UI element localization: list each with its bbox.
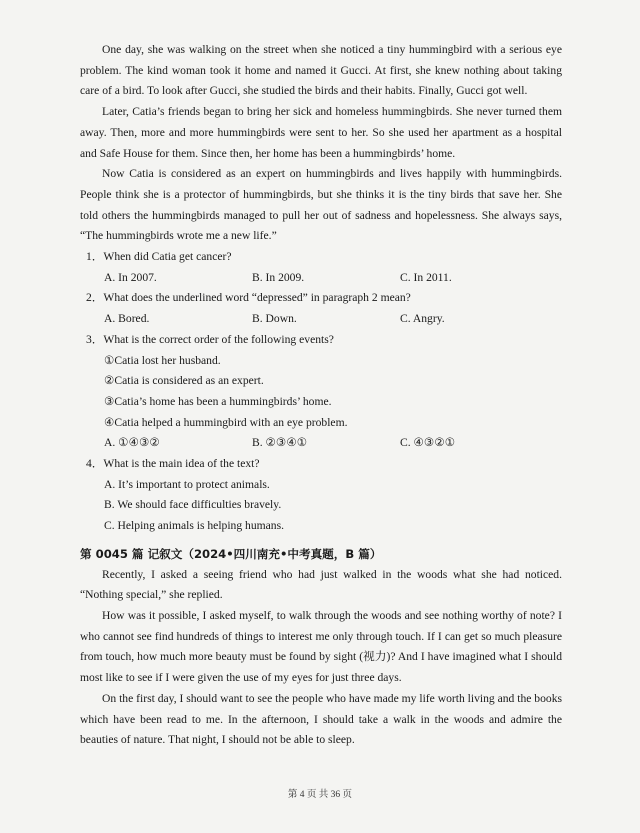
section-heading: 第 0045 篇 记叙文（2024•四川南充•中考真题，B 篇） [80, 546, 382, 561]
option-c: C. Helping animals is helping humans. [104, 519, 285, 533]
page-content [80, 40, 562, 751]
option-c: C. Angry. [400, 312, 445, 326]
option-b: B. In 2009. [252, 270, 305, 284]
section-paragraph: Recently, I asked a seeing friend who had just walked in the woods what she had noticed. “Nothing special,” she replied. [80, 567, 562, 602]
question-4: 4．What is the main idea of the text? [86, 457, 260, 471]
option-c: C. ④③②① [400, 436, 456, 450]
question-2-options [80, 309, 562, 330]
event-item: ④Catia helped a hummingbird with an eye problem. [104, 415, 348, 429]
section-paragraph: On the first day, I should want to see the people who have made my life worth living and the books which have been read to me. In the afternoon, I should take a walk in the woods and admire the beauties of nature. That night, I should not be able to sleep. [80, 691, 562, 747]
event-item: ①Catia lost her husband. [104, 353, 221, 367]
event-item: ③Catia’s home has been a hummingbirds’ home. [104, 394, 332, 408]
section-paragraph: How was it possible, I asked myself, to walk through the woods and see nothing worthy of note? I who cannot see find hundreds of things to interest me only through touch. If I can get so much pleasure from touch, how much more beauty must be found by sight (视力)? And I have imagined what I should most like to see if I were given the use of my eyes for just three days. [80, 608, 562, 685]
passage-paragraph: One day, she was walking on the street when she noticed a tiny hummingbird with a serious eye problem. The kind woman took it home and named it Gucci. At first, she knew nothing about taking care of a bird. To look after Gucci, she studied the birds and their habits. Finally, Gucci got well. [80, 43, 562, 98]
passage-paragraph: Now Catia is considered as an expert on hummingbirds and lives happily with hummingbirds. People think she is a protector of hummingbirds, but she thinks it is the tiny birds that save her. She told others the hummingbirds managed to pull her out of sadness and hopelessness. She always says, “The hummingbirds wrote me a new life.” [80, 167, 562, 243]
question-3: 3．What is the correct order of the following events? [86, 332, 334, 346]
option-c: C. In 2011. [400, 270, 452, 284]
passage-paragraph: Later, Catia’s friends began to bring her sick and homeless hummingbirds. She never turned them away. Then, more and more hummingbirds were sent to her. So she used her apartment as a hospital and Safe House for them. Since then, her home has been a hummingbirds’ home. [80, 105, 562, 160]
question-1-options [80, 268, 562, 289]
option-a: A. In 2007. [104, 270, 157, 284]
question-2: 2．What does the underlined word “depressed” in paragraph 2 mean? [86, 291, 411, 305]
question-1: 1．When did Catia get cancer? [86, 250, 232, 264]
option-b: B. ②③④① [252, 436, 308, 450]
option-b: B. Down. [252, 312, 297, 326]
option-a: A. It’s important to protect animals. [104, 477, 270, 491]
event-item: ②Catia is considered as an expert. [104, 374, 264, 388]
question-3-options [80, 433, 562, 454]
option-a: A. Bored. [104, 312, 150, 326]
option-a: A. ①④③② [104, 436, 160, 450]
page-number-footer: 第 4 页 共 36 页 [287, 790, 353, 800]
option-b: B. We should face difficulties bravely. [104, 498, 282, 512]
